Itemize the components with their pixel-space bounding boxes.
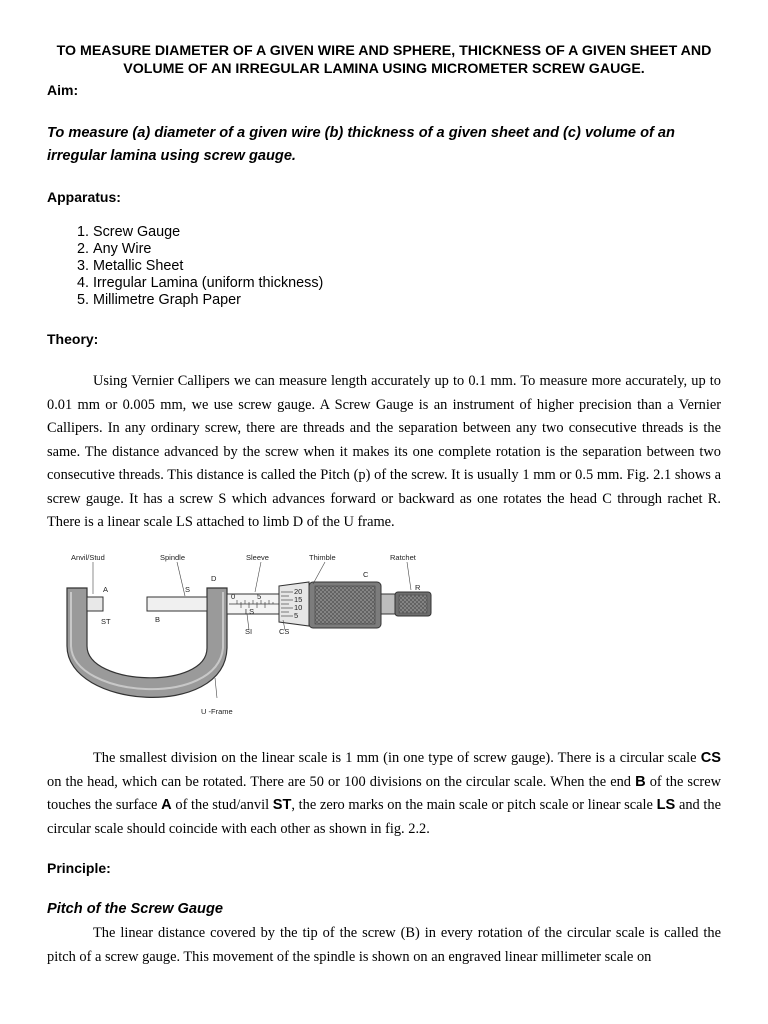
p2-text: and the circular scale should coincide with each other as shown in fig. 2.2.: [47, 797, 721, 837]
label-si: SI: [245, 627, 253, 636]
label-a: A: [103, 585, 109, 594]
label-circ-20: 20: [294, 587, 303, 596]
screw-gauge-diagram: [47, 548, 447, 724]
label-spindle: Spindle: [160, 553, 186, 562]
label-cs: CS: [279, 627, 290, 636]
principle-paragraph: [47, 922, 721, 969]
p2-text: , the zero marks on the main scale or pitch scale or linear scale: [291, 797, 657, 813]
p2-text: of the stud/anvil: [171, 797, 273, 813]
spindle-shape: [147, 597, 207, 611]
apparatus-item: 1. Screw Gauge: [93, 224, 323, 241]
label-sleeve: Sleeve: [246, 553, 269, 562]
p2-bold-ls: LS: [656, 797, 676, 813]
label-c: C: [363, 570, 369, 579]
screw-gauge-figure: [47, 548, 447, 724]
label-d: D: [211, 574, 217, 583]
pitch-subheading: Pitch of the Screw Gauge: [47, 901, 223, 917]
p2-bold-cs: CS: [700, 750, 721, 766]
label-st: ST: [101, 617, 111, 626]
p2-bold-a: A: [161, 797, 172, 813]
label-circ-10: 10: [294, 603, 303, 612]
aim-text: To measure (a) diameter of a given wire (b) thickness of a given sheet and (c) volume of an irregular lamina using screw gauge.: [47, 125, 675, 164]
theory-paragraph-1-text: Using Vernier Callipers we can measure length accurately up to 0.1 mm. To measure more accurately, up to 0.01 mm or 0.005 mm, we use screw gauge. A Screw Gauge is an instrument of higher precision than a Vernier Callipers. In any ordinary screw, there are threads and the separation between any two consecutive threads is the same. The distance advanced by the screw when it makes its one complete rotation is the separation between two consecutive threads. This distance is called the Pitch (p) of the screw. It is usually 1 mm or 0.5 mm. Fig. 2.1 shows a screw gauge. It has a screw S which advances forward or backward as one rotates the head C through rachet R. There is a linear scale LS attached to limb D of the U frame.: [47, 373, 721, 530]
p2-text: of the screw touches the surface: [47, 773, 721, 813]
label-scale-0: 0: [231, 592, 236, 601]
apparatus-list: [47, 224, 323, 309]
label-circ-15: 15: [294, 595, 303, 604]
ratchet-shape: [381, 594, 395, 614]
apparatus-item: 4. Irregular Lamina (uniform thickness): [93, 275, 323, 292]
label-s: S: [185, 585, 191, 594]
principle-heading: Principle:: [47, 860, 111, 876]
theory-paragraph-1: [47, 370, 721, 535]
principle-paragraph-text: The linear distance covered by the tip of the screw (B) in every rotation of the circular scale is called the pitch of a screw gauge. This movement of the spindle is shown on an engraved linear millimeter scale on: [47, 925, 721, 965]
p2-text: on the head, which can be rotated. There are 50 or 100 divisions on the circular scale. When the end: [47, 773, 636, 790]
label-scale-5: 5: [257, 592, 262, 601]
anvil-stud-shape: [87, 597, 103, 611]
label-circ-5: 5: [294, 611, 299, 620]
theory-heading: Theory:: [47, 331, 99, 347]
p2-text: The smallest division on the linear scale is 1 mm (in one type of screw gauge). There is a circular scale: [93, 750, 701, 766]
label-thimble: Thimble: [309, 553, 336, 562]
label-b: B: [155, 615, 161, 624]
document-title: TO MEASURE DIAMETER OF A GIVEN WIRE AND SPHERE, THICKNESS OF A GIVEN SHEET AND VOLUME OF AN IRREGULAR LAMINA USING MICROMETER SCREW GAUGE.: [56, 43, 712, 77]
label-u-frame: U -Frame: [201, 707, 233, 716]
label-ratchet: Ratchet: [390, 553, 416, 562]
label-anvil-stud: Anvil/Stud: [71, 553, 105, 562]
apparatus-item: 2. Any Wire: [93, 241, 323, 258]
apparatus-item: 3. Metallic Sheet: [93, 258, 323, 275]
p2-bold-b: B: [635, 773, 646, 790]
apparatus-item: 5. Millimetre Graph Paper: [93, 292, 323, 309]
theory-paragraph-2: [47, 747, 721, 841]
aim-heading: Aim:: [47, 82, 79, 98]
p2-bold-st: ST: [272, 797, 292, 813]
label-r: R: [415, 583, 421, 592]
label-ls: LS: [245, 607, 255, 616]
apparatus-heading: Apparatus:: [47, 189, 121, 205]
